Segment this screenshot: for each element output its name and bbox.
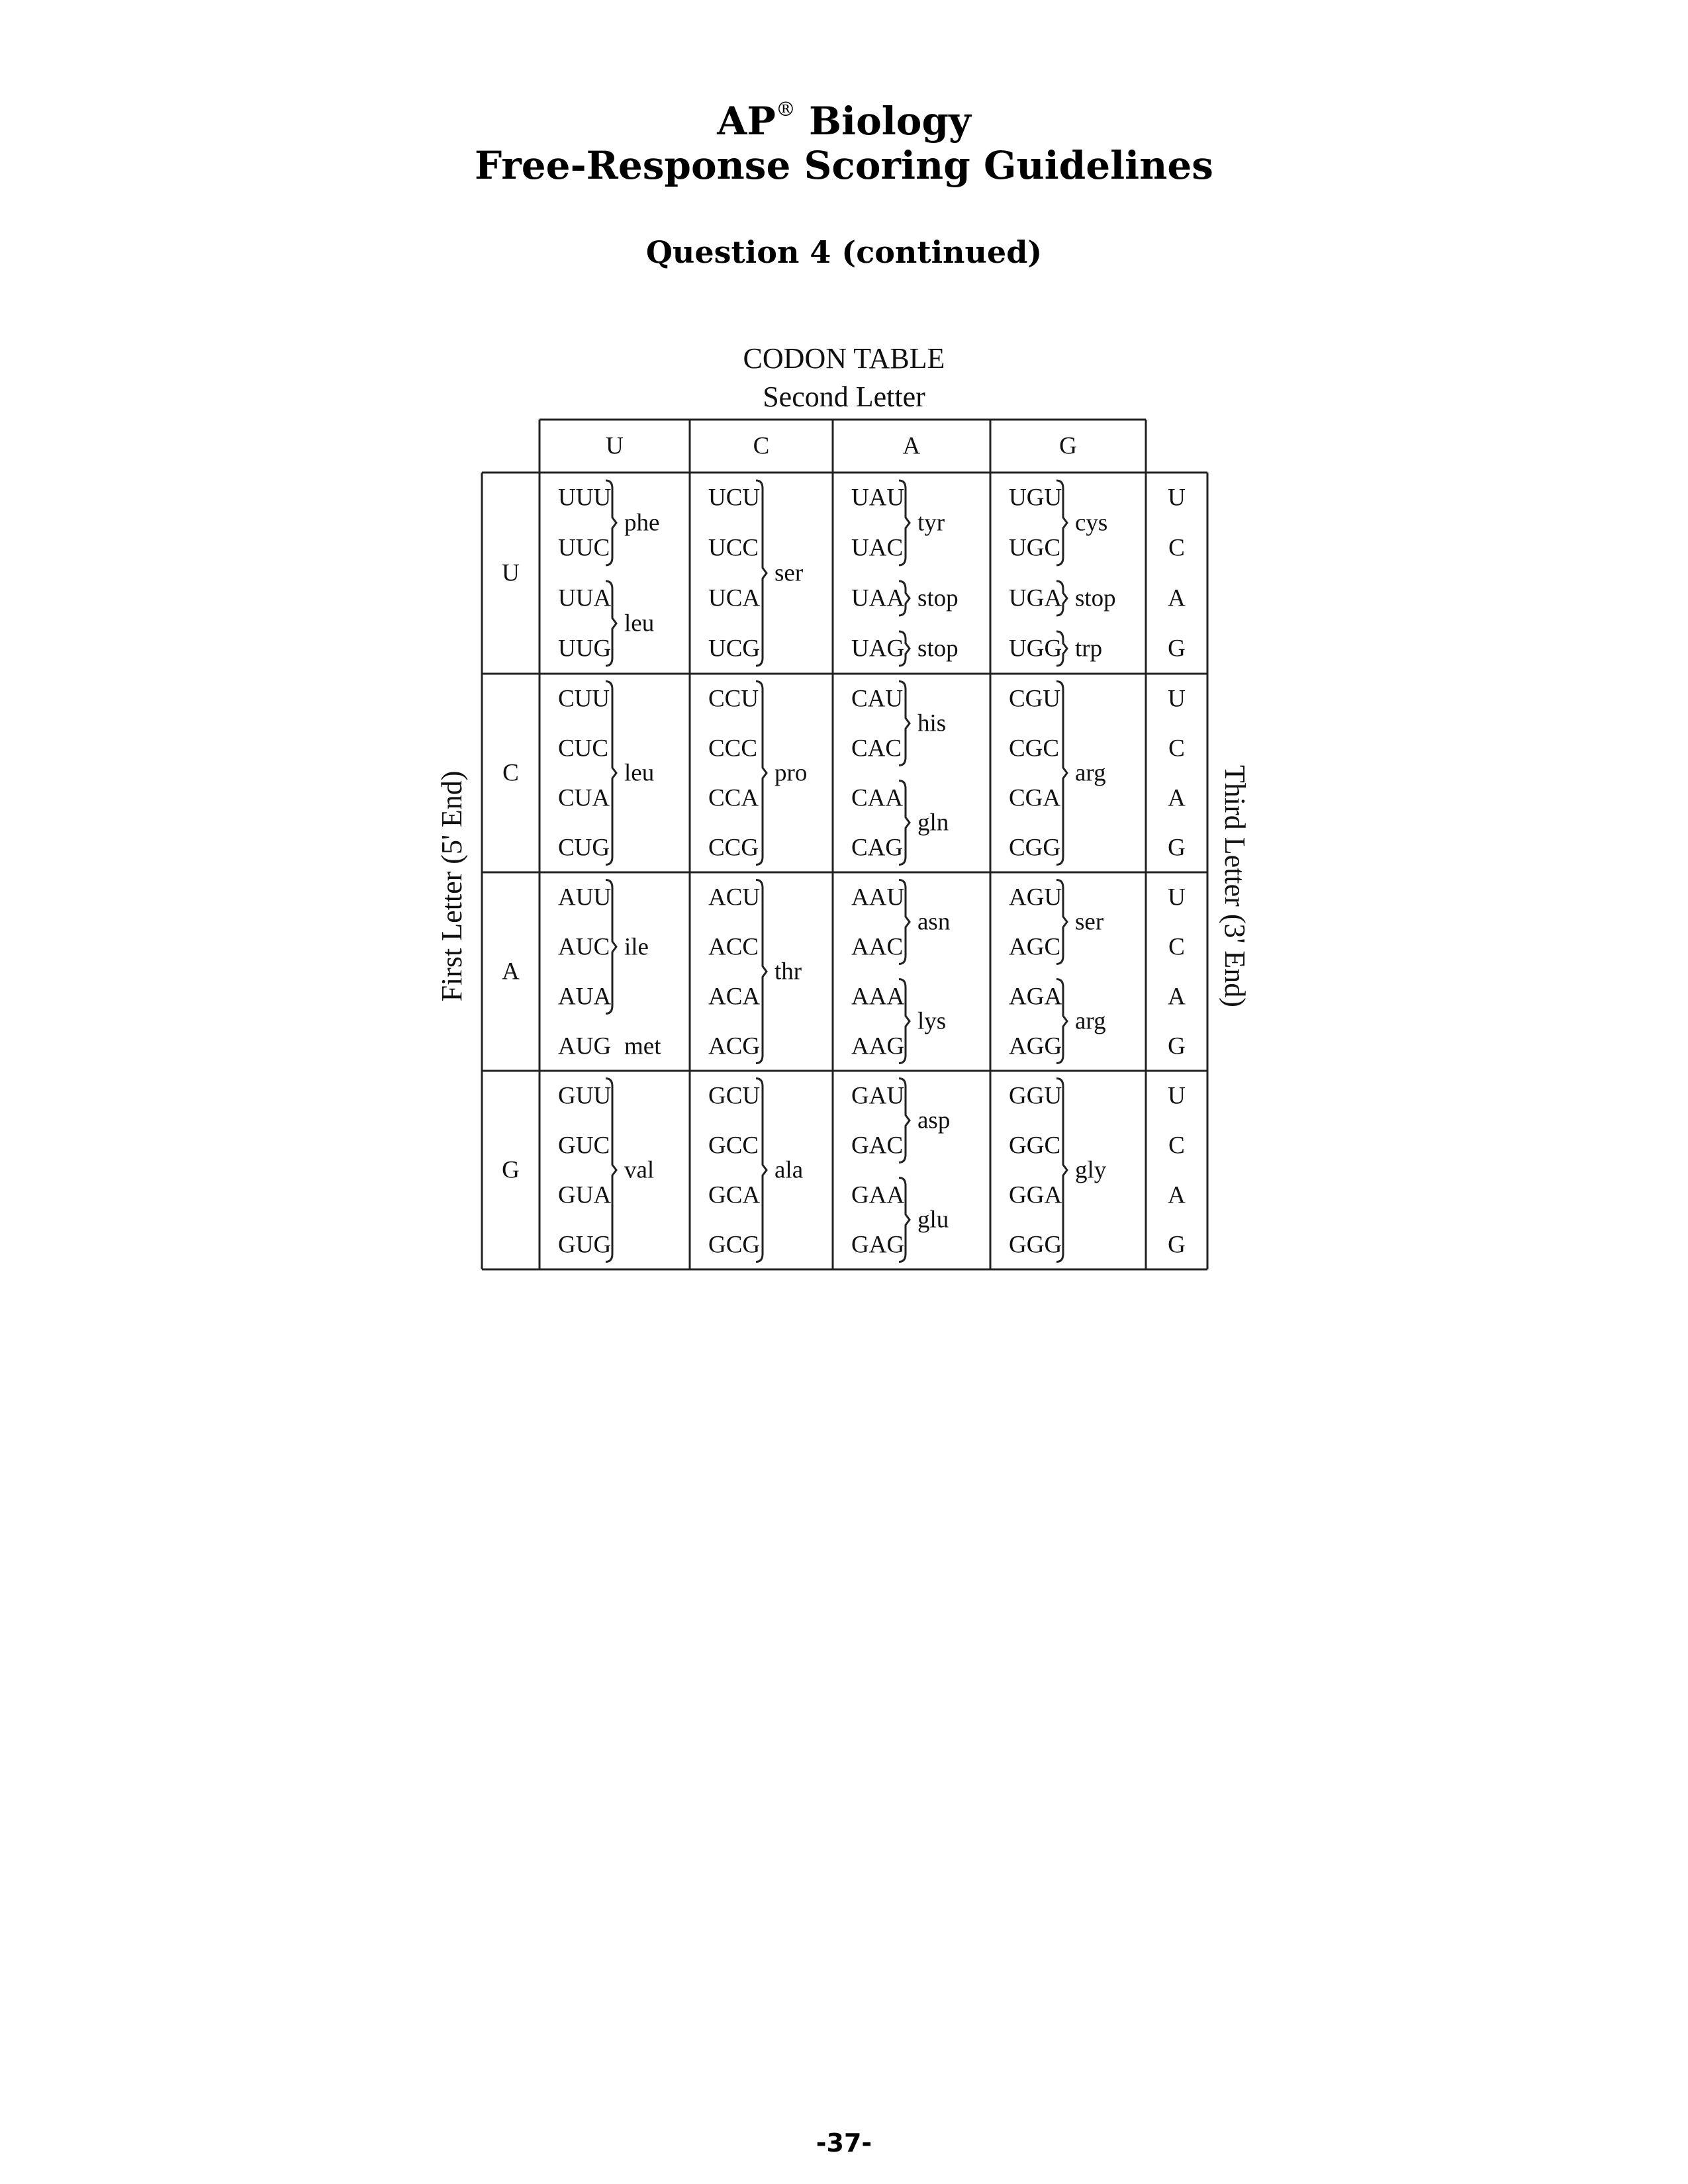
codon: UAG bbox=[851, 635, 905, 662]
third-letter-U: U bbox=[1168, 1082, 1186, 1109]
codon: AUA bbox=[558, 983, 612, 1010]
amino-acid-ala: ala bbox=[774, 1156, 804, 1184]
codon: CUC bbox=[558, 735, 609, 762]
amino-acid-thr: thr bbox=[774, 958, 802, 985]
codon: UGC bbox=[1009, 534, 1061, 562]
codon: CAA bbox=[851, 784, 904, 811]
third-letter-U: U bbox=[1168, 884, 1186, 911]
codon: UGG bbox=[1009, 635, 1062, 662]
codon: GGU bbox=[1009, 1082, 1062, 1109]
codon: CGC bbox=[1009, 735, 1060, 762]
question-heading: Question 4 (continued) bbox=[645, 234, 1043, 270]
codon: ACG bbox=[708, 1032, 761, 1060]
third-letter-C: C bbox=[1168, 534, 1185, 562]
registered-mark: ® bbox=[775, 98, 796, 121]
amino-acid-glu: glu bbox=[917, 1206, 949, 1234]
codon: UAU bbox=[851, 484, 905, 512]
codon: UGA bbox=[1009, 584, 1062, 612]
codon: UUC bbox=[558, 534, 610, 562]
amino-acid-ser: ser bbox=[1075, 908, 1104, 936]
codon: UCU bbox=[708, 484, 761, 512]
amino-acid-arg: arg bbox=[1075, 1007, 1106, 1035]
codon: AAU bbox=[851, 884, 905, 911]
codon: CCU bbox=[708, 685, 759, 712]
codon: GUA bbox=[558, 1181, 612, 1208]
codon: GCG bbox=[708, 1231, 761, 1258]
codon: CCC bbox=[708, 735, 758, 762]
codon: UCC bbox=[708, 534, 759, 562]
amino-acid-asn: asn bbox=[917, 908, 951, 936]
amino-acid-his: his bbox=[917, 709, 947, 737]
amino-acid-phe: phe bbox=[624, 509, 660, 537]
codon: CGG bbox=[1009, 834, 1061, 861]
third-letter-A: A bbox=[1168, 1181, 1186, 1208]
amino-acid-leu: leu bbox=[624, 759, 655, 787]
first-letter-G: G bbox=[502, 1156, 520, 1184]
third-letter-C: C bbox=[1168, 933, 1185, 960]
codon: CCA bbox=[708, 784, 759, 811]
codon: UUG bbox=[558, 635, 612, 662]
third-letter-U: U bbox=[1168, 484, 1186, 512]
amino-acid-gly: gly bbox=[1075, 1156, 1107, 1184]
third-letter-U: U bbox=[1168, 685, 1186, 712]
doc-title-ap: AP bbox=[717, 99, 776, 144]
codon: GGG bbox=[1009, 1231, 1062, 1258]
third-letter-A: A bbox=[1168, 584, 1186, 612]
second-letter-A: A bbox=[902, 432, 921, 460]
doc-subtitle: Free-Response Scoring Guidelines bbox=[475, 143, 1213, 188]
codon: AUC bbox=[558, 933, 610, 960]
amino-acid-trp: trp bbox=[1075, 635, 1103, 662]
third-letter-C: C bbox=[1168, 1132, 1185, 1159]
first-letter-C: C bbox=[502, 759, 519, 787]
amino-acid-met: met bbox=[624, 1032, 661, 1060]
codon: GAU bbox=[851, 1082, 905, 1109]
codon: CUA bbox=[558, 784, 610, 811]
third-letter-label: Third Letter (3' End) bbox=[1219, 765, 1251, 1007]
second-letter-U: U bbox=[606, 432, 624, 460]
codon: GGA bbox=[1009, 1181, 1062, 1208]
codon: UAA bbox=[851, 584, 905, 612]
third-letter-A: A bbox=[1168, 983, 1186, 1010]
codon: AGG bbox=[1009, 1032, 1062, 1060]
codon: AUG bbox=[558, 1032, 612, 1060]
second-letter-C: C bbox=[753, 432, 770, 460]
codon: CCG bbox=[708, 834, 759, 861]
codon: ACU bbox=[708, 884, 761, 911]
codon: GUC bbox=[558, 1132, 610, 1159]
codon: AGA bbox=[1009, 983, 1062, 1010]
doc-title-subject: Biology bbox=[795, 99, 971, 144]
amino-acid-lys: lys bbox=[917, 1007, 947, 1035]
amino-acid-gln: gln bbox=[917, 809, 949, 837]
amino-acid-stop: stop bbox=[1075, 584, 1116, 612]
amino-acid-ser: ser bbox=[774, 559, 804, 587]
codon: CAC bbox=[851, 735, 902, 762]
third-letter-G: G bbox=[1168, 1231, 1186, 1258]
codon: GGC bbox=[1009, 1132, 1061, 1159]
codon: GUG bbox=[558, 1231, 612, 1258]
codon: GAC bbox=[851, 1132, 904, 1159]
amino-acid-asp: asp bbox=[917, 1107, 951, 1134]
amino-acid-leu: leu bbox=[624, 610, 655, 637]
amino-acid-ile: ile bbox=[624, 933, 649, 960]
amino-acid-pro: pro bbox=[774, 759, 808, 787]
codon: GAA bbox=[851, 1181, 905, 1208]
codon: CAU bbox=[851, 685, 904, 712]
codon: AAC bbox=[851, 933, 904, 960]
amino-acid-arg: arg bbox=[1075, 759, 1106, 787]
codon: UCG bbox=[708, 635, 761, 662]
codon: GAG bbox=[851, 1231, 905, 1258]
third-letter-G: G bbox=[1168, 635, 1186, 662]
codon: AAA bbox=[851, 983, 905, 1010]
third-letter-G: G bbox=[1168, 1032, 1186, 1060]
third-letter-C: C bbox=[1168, 735, 1185, 762]
codon: UCA bbox=[708, 584, 761, 612]
codon: ACA bbox=[708, 983, 761, 1010]
second-letter-G: G bbox=[1059, 432, 1077, 460]
codon: GCU bbox=[708, 1082, 761, 1109]
amino-acid-tyr: tyr bbox=[917, 509, 945, 537]
codon: CGU bbox=[1009, 685, 1061, 712]
amino-acid-stop: stop bbox=[917, 635, 959, 662]
amino-acid-stop: stop bbox=[917, 584, 959, 612]
codon: CUU bbox=[558, 685, 610, 712]
codon: UUA bbox=[558, 584, 612, 612]
first-letter-A: A bbox=[502, 958, 520, 985]
codon: GCC bbox=[708, 1132, 759, 1159]
codon: CUG bbox=[558, 834, 610, 861]
first-letter-U: U bbox=[502, 559, 520, 587]
codon-table-title: CODON TABLE bbox=[743, 342, 945, 375]
third-letter-G: G bbox=[1168, 834, 1186, 861]
second-letter-label: Second Letter bbox=[763, 381, 925, 413]
codon: CAG bbox=[851, 834, 904, 861]
codon: AGU bbox=[1009, 884, 1062, 911]
codon: UGU bbox=[1009, 484, 1062, 512]
amino-acid-val: val bbox=[624, 1156, 655, 1184]
codon: AUU bbox=[558, 884, 612, 911]
codon: UAC bbox=[851, 534, 904, 562]
amino-acid-cys: cys bbox=[1075, 509, 1108, 537]
third-letter-A: A bbox=[1168, 784, 1186, 811]
codon: ACC bbox=[708, 933, 759, 960]
codon: GUU bbox=[558, 1082, 612, 1109]
codon: AAG bbox=[851, 1032, 905, 1060]
codon: UUU bbox=[558, 484, 612, 512]
page-number: -37- bbox=[816, 2128, 872, 2158]
codon: CGA bbox=[1009, 784, 1061, 811]
first-letter-label: First Letter (5' End) bbox=[436, 770, 468, 1002]
codon: AGC bbox=[1009, 933, 1061, 960]
codon: GCA bbox=[708, 1181, 761, 1208]
